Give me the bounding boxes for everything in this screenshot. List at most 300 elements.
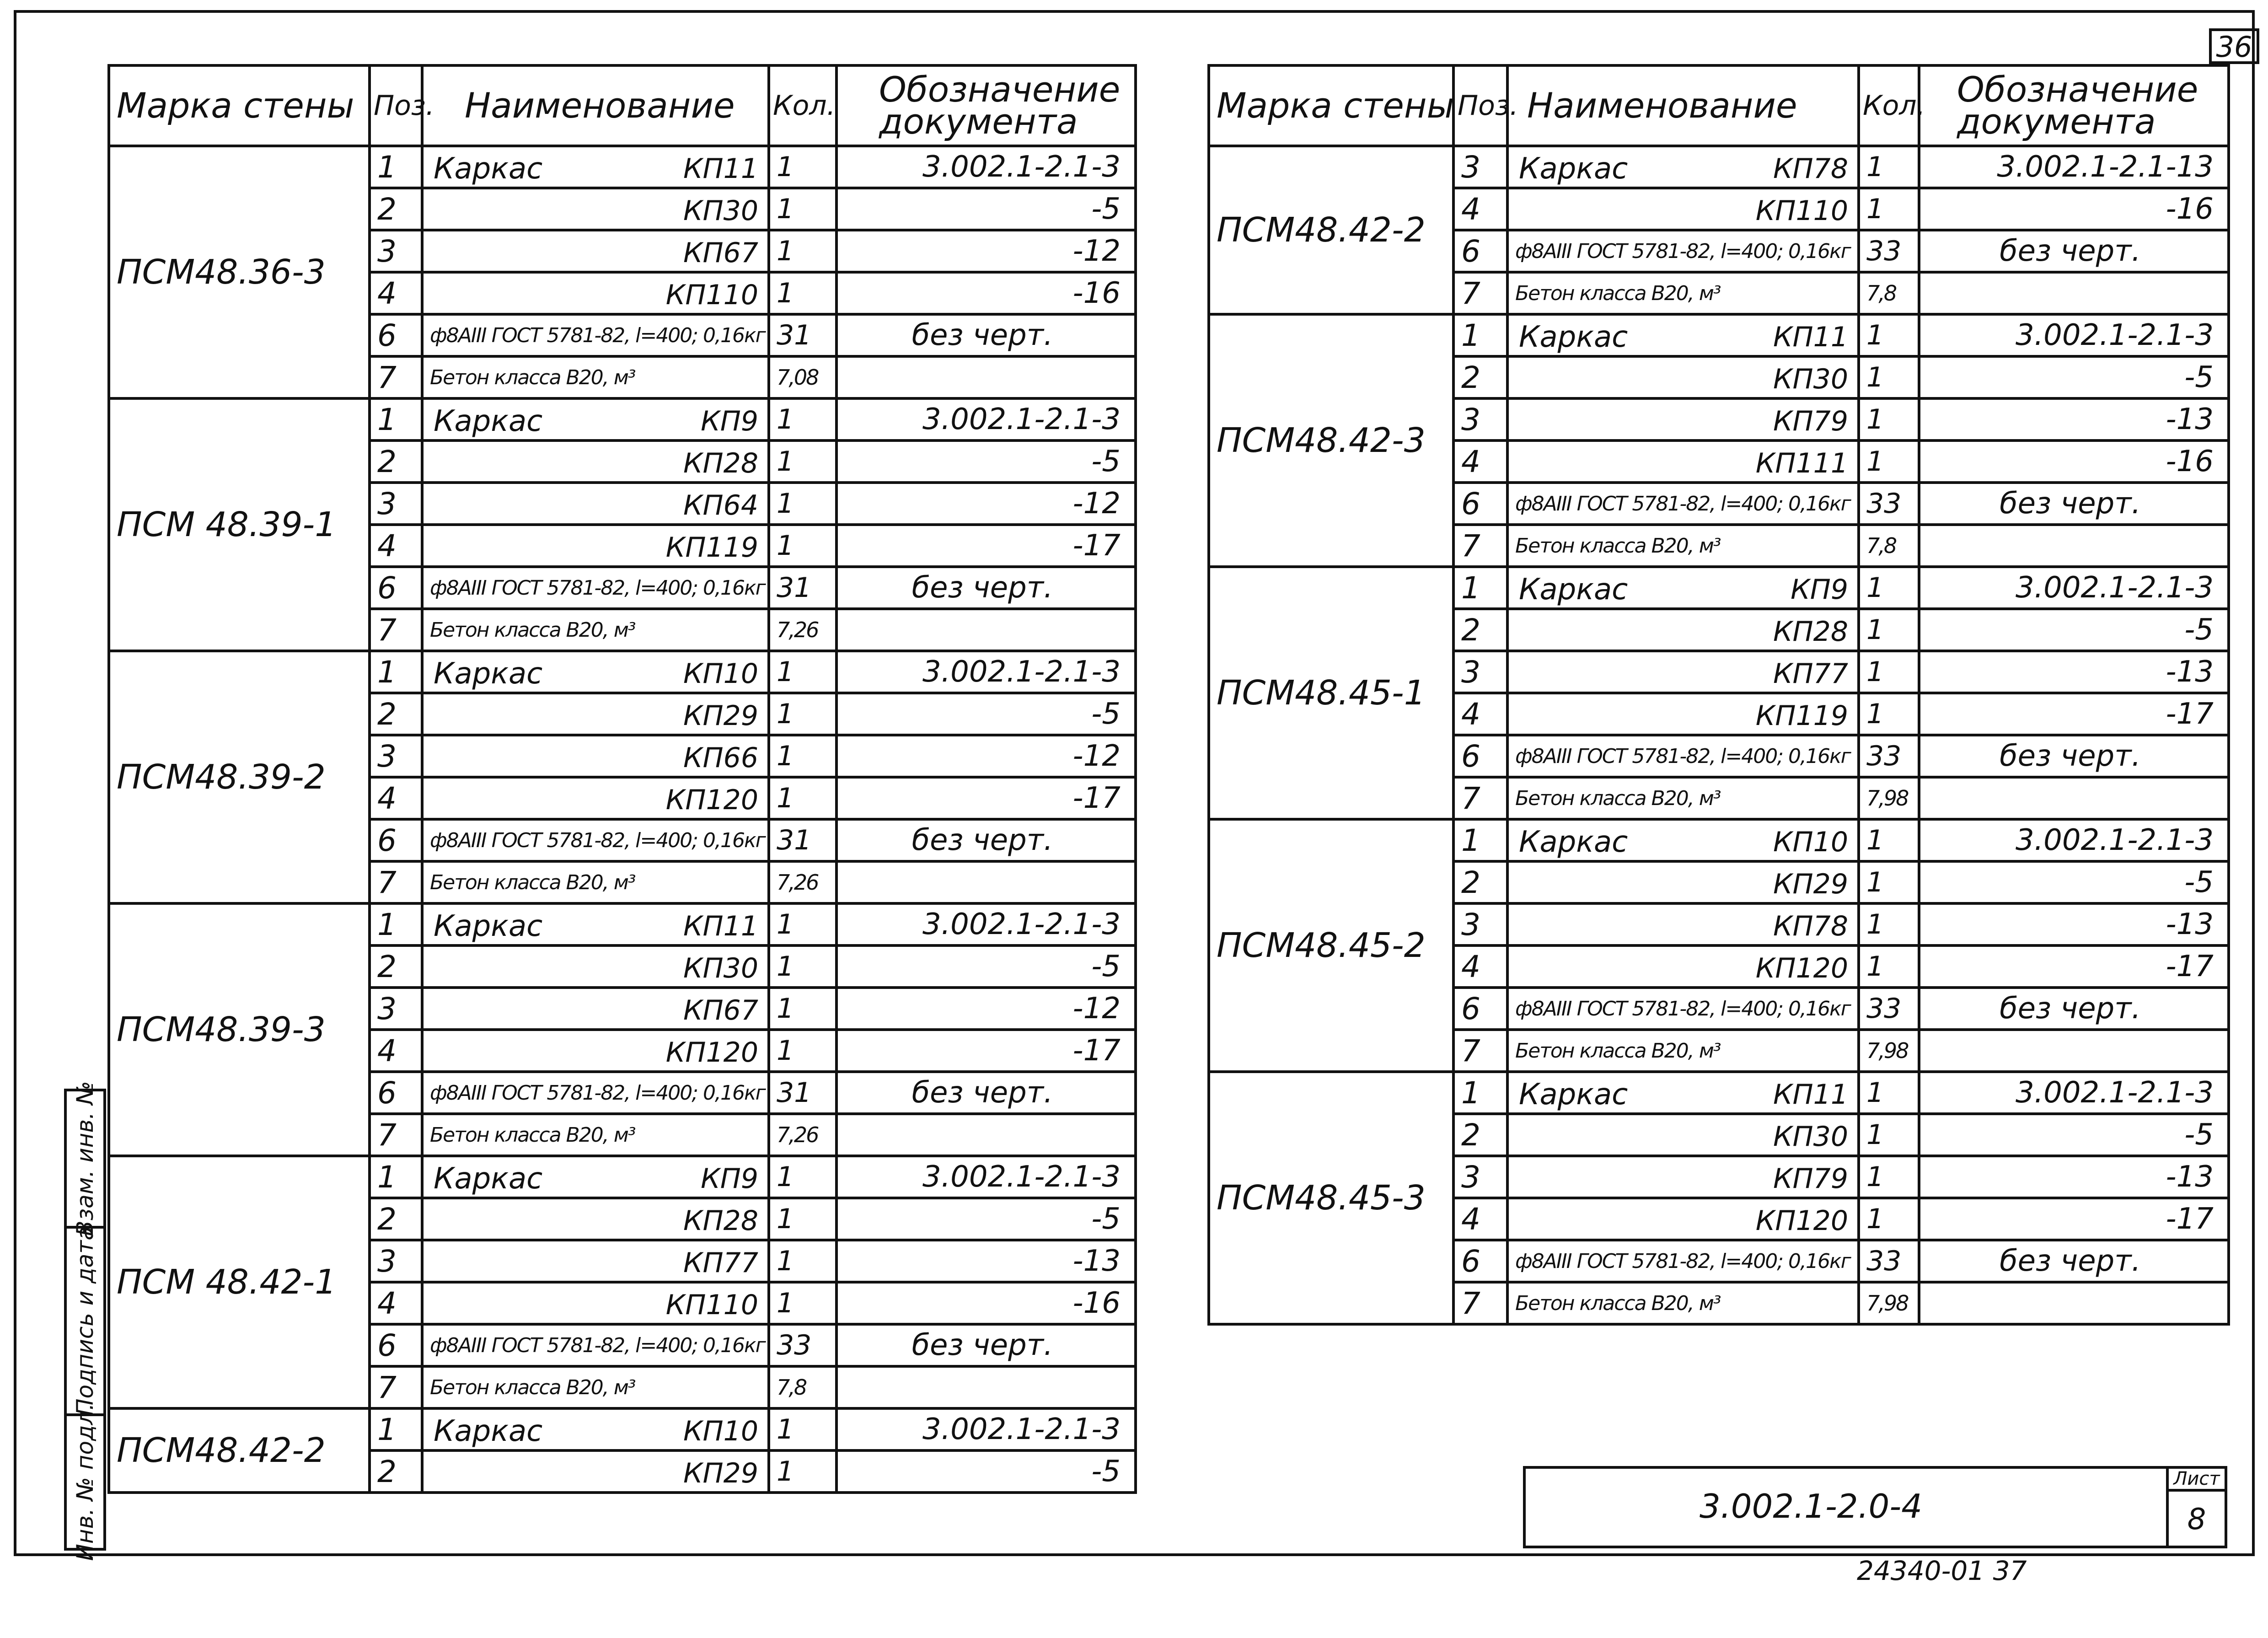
name-cell: [422, 525, 769, 567]
name-cell: Бетон класса В20, м³: [1507, 1030, 1859, 1072]
spec-table-left: [107, 64, 1137, 1494]
quantity-cell: 1: [1859, 440, 1919, 483]
item-code: КП28: [683, 447, 758, 479]
position-cell: 1: [370, 146, 422, 188]
name-cell: ф8АIII ГОСТ 5781-82, l=400; 0,16кг: [422, 1324, 769, 1366]
quantity-cell: 1: [769, 146, 836, 188]
document-cell: -5: [1919, 609, 2229, 651]
name-text: Каркас: [1519, 320, 1628, 354]
name-cell: [1507, 356, 1859, 398]
header-doc: [836, 65, 1136, 146]
document-cell: -5: [1919, 861, 2229, 903]
quantity-cell: 1: [769, 1198, 836, 1240]
name-cell: ф8АIII ГОСТ 5781-82, l=400; 0,16кг: [1507, 483, 1859, 525]
table-row: [1209, 567, 2229, 609]
table-row: [109, 398, 1136, 440]
document-cell: [1919, 272, 2229, 314]
quantity-cell: 1: [1859, 1072, 1919, 1114]
position-cell: 6: [1453, 988, 1507, 1030]
quantity-cell: 7,98: [1859, 1030, 1919, 1072]
position-cell: 3: [370, 735, 422, 777]
header-name: Наименование: [422, 65, 769, 146]
document-cell: 3.002.1-2.1-13: [1919, 146, 2229, 188]
position-cell: 1: [370, 398, 422, 440]
item-code: КП9: [701, 405, 758, 437]
quantity-cell: 1: [769, 1156, 836, 1198]
table-row: [109, 1156, 1136, 1198]
position-cell: 3: [1453, 651, 1507, 693]
position-cell: 4: [370, 525, 422, 567]
position-cell: 6: [370, 1324, 422, 1366]
name-text: Каркас: [434, 1162, 543, 1196]
name-cell: [1507, 693, 1859, 735]
name-cell: [1507, 1198, 1859, 1240]
item-code: КП28: [683, 1205, 758, 1237]
title-block: [1523, 1466, 2227, 1548]
position-cell: 1: [370, 1408, 422, 1450]
item-code: КП29: [1773, 868, 1848, 900]
name-cell: [422, 1156, 769, 1198]
quantity-cell: 1: [769, 525, 836, 567]
document-cell: без черт.: [1919, 988, 2229, 1030]
quantity-cell: 1: [1859, 188, 1919, 230]
document-cell: -17: [836, 777, 1136, 819]
item-code: КП29: [683, 700, 758, 732]
quantity-cell: 1: [1859, 314, 1919, 356]
name-cell: [1507, 146, 1859, 188]
table-row: [1209, 146, 2229, 188]
sheet-number: 36: [2209, 28, 2259, 64]
quantity-cell: 1: [769, 483, 836, 525]
quantity-cell: 1: [769, 988, 836, 1030]
header-pos: Поз.: [370, 65, 422, 146]
spec-table-right: [1207, 64, 2230, 1326]
name-cell: Бетон класса В20, м³: [422, 1366, 769, 1408]
quantity-cell: 1: [769, 945, 836, 988]
document-cell: -5: [836, 188, 1136, 230]
wall-mark: ПСМ48.39-2: [109, 651, 370, 903]
quantity-cell: 1: [1859, 398, 1919, 440]
position-cell: 4: [1453, 440, 1507, 483]
name-text: Каркас: [434, 152, 543, 186]
item-code: КП77: [1773, 658, 1848, 690]
quantity-cell: 1: [769, 188, 836, 230]
header-qty: Кол.: [769, 65, 836, 146]
name-cell: [422, 230, 769, 272]
spec-body-left: [109, 146, 1136, 1493]
item-code: КП11: [683, 153, 758, 185]
position-cell: 6: [1453, 483, 1507, 525]
quantity-cell: 31: [769, 567, 836, 609]
position-cell: 1: [1453, 567, 1507, 609]
quantity-cell: 1: [769, 272, 836, 314]
item-code: КП120: [665, 784, 758, 816]
name-cell: ф8АIII ГОСТ 5781-82, l=400; 0,16кг: [1507, 735, 1859, 777]
position-cell: 2: [370, 945, 422, 988]
document-cell: -17: [1919, 1198, 2229, 1240]
name-cell: ф8АIII ГОСТ 5781-82, l=400; 0,16кг: [1507, 230, 1859, 272]
item-code: КП11: [1773, 321, 1848, 353]
quantity-cell: 1: [769, 1240, 836, 1282]
item-code: КП30: [1773, 363, 1848, 395]
quantity-cell: 1: [769, 777, 836, 819]
table-row: [109, 651, 1136, 693]
document-cell: без черт.: [836, 819, 1136, 861]
quantity-cell: 1: [1859, 1198, 1919, 1240]
header-pos: Поз.: [1453, 65, 1507, 146]
position-cell: 6: [370, 567, 422, 609]
item-code: КП119: [1755, 700, 1848, 732]
document-cell: -12: [836, 735, 1136, 777]
document-cell: [836, 1114, 1136, 1156]
position-cell: 7: [370, 609, 422, 651]
item-code: КП10: [683, 1415, 758, 1447]
quantity-cell: 1: [769, 903, 836, 945]
name-cell: [422, 1030, 769, 1072]
document-cell: -12: [836, 988, 1136, 1030]
quantity-cell: 33: [1859, 483, 1919, 525]
name-text: Каркас: [434, 1414, 543, 1448]
document-cell: -12: [836, 483, 1136, 525]
position-cell: 1: [370, 903, 422, 945]
document-cell: 3.002.1-2.1-3: [836, 146, 1136, 188]
item-code: КП11: [683, 910, 758, 942]
position-cell: 6: [1453, 735, 1507, 777]
quantity-cell: 33: [1859, 230, 1919, 272]
name-text: Каркас: [1519, 152, 1628, 186]
quantity-cell: 7,26: [769, 1114, 836, 1156]
position-cell: 7: [370, 1366, 422, 1408]
position-cell: 3: [1453, 146, 1507, 188]
item-code: КП110: [1755, 195, 1848, 227]
item-code: КП120: [1755, 952, 1848, 984]
position-cell: 1: [1453, 314, 1507, 356]
position-cell: 3: [370, 483, 422, 525]
sidebar-inv-orig: [67, 1403, 103, 1561]
item-code: КП66: [683, 742, 758, 774]
quantity-cell: 33: [1859, 1240, 1919, 1282]
name-cell: [1507, 861, 1859, 903]
quantity-cell: 7,08: [769, 356, 836, 398]
quantity-cell: 1: [1859, 1156, 1919, 1198]
name-cell: [1507, 314, 1859, 356]
document-cell: без черт.: [836, 1324, 1136, 1366]
position-cell: 1: [370, 1156, 422, 1198]
name-cell: [422, 272, 769, 314]
quantity-cell: 7,8: [1859, 525, 1919, 567]
sheet-value: 8: [2187, 1503, 2206, 1536]
wall-mark: ПСМ48.42-3: [1209, 314, 1453, 567]
quantity-cell: 1: [1859, 567, 1919, 609]
position-cell: 6: [370, 1072, 422, 1114]
document-cell: [836, 861, 1136, 903]
position-cell: 4: [1453, 1198, 1507, 1240]
document-cell: -13: [1919, 398, 2229, 440]
name-cell: ф8АIII ГОСТ 5781-82, l=400; 0,16кг: [422, 1072, 769, 1114]
quantity-cell: 1: [1859, 903, 1919, 945]
quantity-cell: 1: [769, 398, 836, 440]
document-cell: 3.002.1-2.1-3: [1919, 314, 2229, 356]
document-cell: -13: [1919, 903, 2229, 945]
position-cell: 2: [1453, 1114, 1507, 1156]
document-cell: [836, 1366, 1136, 1408]
name-cell: Бетон класса В20, м³: [1507, 272, 1859, 314]
quantity-cell: 1: [1859, 146, 1919, 188]
document-cell: -16: [1919, 440, 2229, 483]
document-cell: без черт.: [1919, 483, 2229, 525]
name-cell: [422, 1408, 769, 1450]
name-cell: [422, 398, 769, 440]
document-cell: -17: [836, 525, 1136, 567]
item-code: КП119: [665, 532, 758, 564]
name-cell: [1507, 188, 1859, 230]
wall-mark: ПСМ48.39-3: [109, 903, 370, 1156]
item-code: КП120: [1755, 1205, 1848, 1237]
quantity-cell: 1: [769, 693, 836, 735]
header-row: [1209, 65, 2229, 146]
position-cell: 3: [370, 230, 422, 272]
quantity-cell: 7,8: [1859, 272, 1919, 314]
wall-mark: ПСМ 48.39-1: [109, 398, 370, 651]
item-code: КП30: [683, 195, 758, 227]
header-qty: Кол.: [1859, 65, 1919, 146]
document-cell: -16: [836, 272, 1136, 314]
item-code: КП11: [1773, 1079, 1848, 1111]
name-cell: [1507, 440, 1859, 483]
position-cell: 2: [370, 693, 422, 735]
sidebar-replace-inv-label: Взам. инв. №: [72, 1081, 98, 1236]
document-cell: без черт.: [1919, 1240, 2229, 1282]
item-code: КП29: [683, 1457, 758, 1489]
quantity-cell: 7,98: [1859, 1282, 1919, 1324]
document-cell: 3.002.1-2.1-3: [1919, 819, 2229, 861]
name-cell: Бетон класса В20, м³: [1507, 1282, 1859, 1324]
position-cell: 2: [370, 1198, 422, 1240]
position-cell: 4: [1453, 693, 1507, 735]
document-cell: -5: [836, 440, 1136, 483]
name-cell: ф8АIII ГОСТ 5781-82, l=400; 0,16кг: [1507, 988, 1859, 1030]
name-cell: Бетон класса В20, м³: [422, 861, 769, 903]
quantity-cell: 1: [769, 735, 836, 777]
header-mark: Марка стены: [109, 65, 370, 146]
document-cell: [836, 356, 1136, 398]
name-text: Каркас: [1519, 1078, 1628, 1112]
quantity-cell: 7,8: [769, 1366, 836, 1408]
name-text: Каркас: [1519, 573, 1628, 607]
position-cell: 2: [370, 188, 422, 230]
item-code: КП120: [665, 1037, 758, 1069]
name-cell: [1507, 819, 1859, 861]
item-code: КП9: [1791, 574, 1848, 606]
document-cell: 3.002.1-2.1-3: [1919, 567, 2229, 609]
document-cell: -12: [836, 230, 1136, 272]
quantity-cell: 7,26: [769, 609, 836, 651]
name-cell: [1507, 1072, 1859, 1114]
document-cell: без черт.: [836, 314, 1136, 356]
document-cell: 3.002.1-2.1-3: [836, 1408, 1136, 1450]
quantity-cell: 1: [769, 1450, 836, 1493]
document-cell: -13: [1919, 1156, 2229, 1198]
wall-mark: ПСМ48.42-2: [1209, 146, 1453, 314]
quantity-cell: 31: [769, 819, 836, 861]
document-cell: 3.002.1-2.1-3: [836, 1156, 1136, 1198]
item-code: КП64: [683, 489, 758, 521]
sidebar-sign-date-label: Подпись и дата: [72, 1226, 98, 1416]
document-cell: без черт.: [836, 567, 1136, 609]
item-code: КП10: [1773, 826, 1848, 858]
quantity-cell: 1: [769, 1282, 836, 1324]
sidebar-sign-date: [67, 1226, 103, 1416]
position-cell: 2: [370, 440, 422, 483]
position-cell: 2: [1453, 356, 1507, 398]
name-cell: [422, 735, 769, 777]
name-cell: ф8АIII ГОСТ 5781-82, l=400; 0,16кг: [422, 819, 769, 861]
table-row: [109, 146, 1136, 188]
document-cell: -5: [836, 1450, 1136, 1493]
wall-mark: ПСМ48.45-2: [1209, 819, 1453, 1072]
quantity-cell: 31: [769, 1072, 836, 1114]
document-cell: -17: [1919, 945, 2229, 988]
wall-mark: ПСМ48.36-3: [109, 146, 370, 398]
position-cell: 7: [1453, 777, 1507, 819]
quantity-cell: 7,26: [769, 861, 836, 903]
position-cell: 2: [370, 1450, 422, 1493]
item-code: КП110: [665, 1289, 758, 1321]
quantity-cell: 1: [769, 440, 836, 483]
header-doc-line1: Обозначение: [879, 69, 1121, 110]
table-row: [109, 1408, 1136, 1450]
name-cell: [422, 1450, 769, 1493]
item-code: КП78: [1773, 910, 1848, 942]
position-cell: 7: [1453, 525, 1507, 567]
document-cell: -5: [836, 945, 1136, 988]
item-code: КП30: [683, 952, 758, 984]
quantity-cell: 1: [769, 651, 836, 693]
position-cell: 2: [1453, 861, 1507, 903]
document-cell: -5: [836, 693, 1136, 735]
document-cell: 3.002.1-2.1-3: [836, 903, 1136, 945]
position-cell: 3: [1453, 1156, 1507, 1198]
position-cell: 4: [1453, 945, 1507, 988]
name-cell: Бетон класса В20, м³: [422, 1114, 769, 1156]
document-cell: -17: [836, 1030, 1136, 1072]
header-doc-line1: Обозначение: [1957, 69, 2198, 110]
name-cell: [422, 903, 769, 945]
name-cell: ф8АIII ГОСТ 5781-82, l=400; 0,16кг: [422, 567, 769, 609]
quantity-cell: 1: [1859, 651, 1919, 693]
name-cell: [1507, 567, 1859, 609]
document-cell: -13: [836, 1240, 1136, 1282]
item-code: КП9: [701, 1163, 758, 1195]
name-cell: [1507, 398, 1859, 440]
wall-mark: ПСМ48.42-2: [109, 1408, 370, 1493]
header-row: [109, 65, 1136, 146]
quantity-cell: 1: [1859, 1114, 1919, 1156]
position-cell: 4: [370, 1282, 422, 1324]
item-code: КП67: [683, 237, 758, 269]
name-cell: [422, 693, 769, 735]
name-cell: ф8АIII ГОСТ 5781-82, l=400; 0,16кг: [422, 314, 769, 356]
position-cell: 2: [1453, 609, 1507, 651]
table-row: [1209, 819, 2229, 861]
name-cell: [1507, 651, 1859, 693]
document-cell: -16: [1919, 188, 2229, 230]
sheet-label: Лист: [2169, 1469, 2225, 1492]
document-cell: -5: [1919, 1114, 2229, 1156]
position-cell: 6: [1453, 1240, 1507, 1282]
quantity-cell: 33: [769, 1324, 836, 1366]
position-cell: 4: [1453, 188, 1507, 230]
document-cell: [1919, 1282, 2229, 1324]
position-cell: 7: [370, 356, 422, 398]
name-cell: ф8АIII ГОСТ 5781-82, l=400; 0,16кг: [1507, 1240, 1859, 1282]
header-name: Наименование: [1507, 65, 1859, 146]
name-cell: [422, 440, 769, 483]
name-cell: [1507, 609, 1859, 651]
position-cell: 3: [370, 1240, 422, 1282]
quantity-cell: 1: [769, 1408, 836, 1450]
document-cell: -13: [1919, 651, 2229, 693]
document-cell: 3.002.1-2.1-3: [836, 651, 1136, 693]
name-cell: [1507, 903, 1859, 945]
name-cell: [422, 1198, 769, 1240]
sidebar-replace-inv: [67, 1081, 103, 1236]
name-cell: Бетон класса В20, м³: [1507, 525, 1859, 567]
position-cell: 7: [370, 1114, 422, 1156]
quantity-cell: 1: [1859, 945, 1919, 988]
item-code: КП111: [1755, 447, 1848, 479]
name-cell: Бетон класса В20, м³: [422, 356, 769, 398]
quantity-cell: 31: [769, 314, 836, 356]
item-code: КП67: [683, 994, 758, 1026]
name-text: Каркас: [434, 657, 543, 691]
item-code: КП10: [683, 658, 758, 690]
name-cell: [422, 1282, 769, 1324]
document-cell: 3.002.1-2.1-3: [836, 398, 1136, 440]
quantity-cell: 7,98: [1859, 777, 1919, 819]
position-cell: 7: [1453, 272, 1507, 314]
sidebar-inv-orig-label: Инв. № подл.: [72, 1403, 98, 1561]
document-cell: -16: [836, 1282, 1136, 1324]
document-cell: [1919, 777, 2229, 819]
position-cell: 7: [1453, 1282, 1507, 1324]
item-code: КП79: [1773, 405, 1848, 437]
position-cell: 7: [1453, 1030, 1507, 1072]
item-code: КП110: [665, 279, 758, 311]
document-code: 3.002.1-2.0-4: [1700, 1487, 1923, 1525]
document-cell: [1919, 525, 2229, 567]
name-text: Каркас: [434, 404, 543, 438]
name-cell: [422, 483, 769, 525]
item-code: КП30: [1773, 1121, 1848, 1153]
table-row: [1209, 314, 2229, 356]
name-text: Каркас: [1519, 825, 1628, 859]
quantity-cell: 1: [1859, 609, 1919, 651]
quantity-cell: 33: [1859, 988, 1919, 1030]
quantity-cell: 1: [769, 1030, 836, 1072]
position-cell: 1: [1453, 1072, 1507, 1114]
name-cell: [1507, 1156, 1859, 1198]
position-cell: 3: [1453, 398, 1507, 440]
name-text: Каркас: [434, 909, 543, 943]
table-row: [1209, 1072, 2229, 1114]
position-cell: 3: [1453, 903, 1507, 945]
position-cell: 1: [1453, 819, 1507, 861]
quantity-cell: 33: [1859, 735, 1919, 777]
position-cell: 1: [370, 651, 422, 693]
name-cell: [422, 945, 769, 988]
sheet-cell: [2166, 1469, 2225, 1546]
